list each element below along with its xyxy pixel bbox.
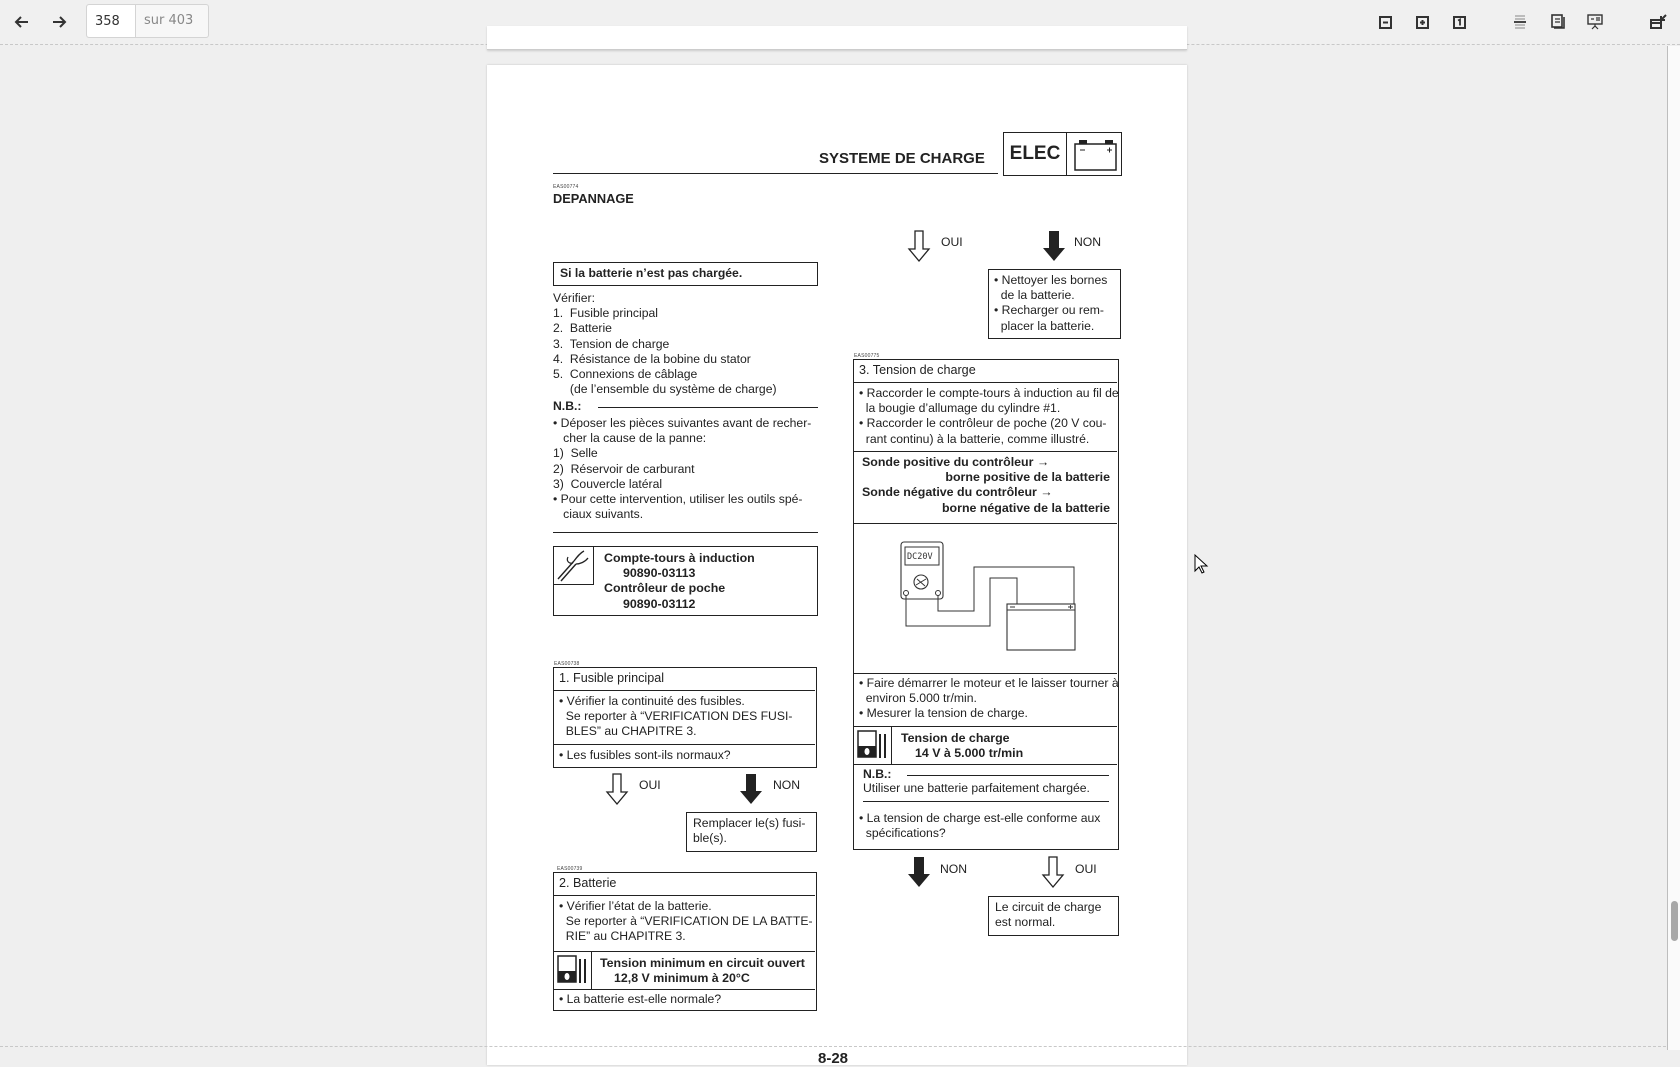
presentation-mode-button[interactable]: [1584, 11, 1606, 33]
header-rule: [553, 173, 998, 174]
condition-text: Si la batterie n’est pas chargée.: [560, 266, 743, 280]
probe-text: borne négative de la batterie: [941, 500, 1110, 515]
divider: [554, 989, 815, 990]
step1-question: • Les fusibles sont-ils normaux?: [559, 748, 731, 762]
section-title: DEPANNAGE: [553, 191, 634, 206]
elec-label: ELEC: [1004, 133, 1067, 175]
step1-line: Se reporter à “VERIFICATION DES FUSI-: [559, 709, 793, 724]
step3-line: rant continu) à la batterie, comme illustré.: [859, 431, 1090, 446]
verify-item: 4. Résistance de la bobine du stator: [553, 351, 751, 366]
action-line: placer la batterie.: [994, 318, 1095, 333]
probe-instructions: [862, 455, 1110, 516]
tool-name: Contrôleur de poche: [604, 581, 726, 596]
action-line: • Recharger ou rem-: [994, 303, 1104, 318]
replace-fuse-box: [686, 812, 817, 852]
nb-line: • Déposer les pièces suivantes avant de recher-: [553, 416, 812, 430]
nb-line: ciaux suivants.: [553, 507, 644, 522]
run-line: • Faire démarrer le moteur et le laisser tourner à: [859, 676, 1119, 690]
step2-code: EAS00739: [557, 866, 583, 872]
spec-title: Tension de charge: [901, 731, 1010, 745]
tool-name: Compte-tours à induction: [604, 551, 755, 565]
divider: [554, 690, 815, 691]
step1-box: [553, 667, 817, 768]
exit-fullscreen-icon: [1650, 14, 1667, 30]
step1-line: BLES” au CHAPITRE 3.: [559, 724, 697, 739]
step2-line: RIE” au CHAPITRE 3.: [559, 929, 686, 944]
battery-action-box: [988, 269, 1121, 339]
nb-line: cher la cause de la panne:: [553, 431, 707, 446]
step3-code: EAS00775: [854, 353, 880, 359]
step3-box: [853, 359, 1119, 850]
probe-text: Sonde positive du contrôleur →: [862, 455, 1050, 469]
special-tools-box: [553, 546, 818, 616]
document-viewer[interactable]: [0, 46, 1666, 1067]
yes-arrow-icon: [908, 230, 930, 262]
divider: [854, 451, 1117, 452]
step1-yes-label: OUI: [639, 778, 661, 792]
page-navigator: [86, 4, 209, 38]
tool-code: 90890-03112: [623, 596, 696, 611]
step2-line: Se reporter à “VERIFICATION DE LA BATTE-: [559, 914, 813, 929]
action-line: de la batterie.: [994, 288, 1075, 303]
verify-item: 3. Tension de charge: [553, 336, 670, 351]
step3-lines: [859, 386, 1119, 447]
wiring-diagram: [894, 538, 1084, 658]
exit-fullscreen-button[interactable]: [1647, 11, 1669, 33]
verify-item: (de l’ensemble du système de charge): [553, 382, 777, 397]
previous-page-edge: [487, 26, 1187, 50]
page-total-label: sur 403: [144, 13, 194, 28]
nb-end-rule: [553, 532, 818, 533]
actual-size-button[interactable]: [1448, 11, 1470, 33]
tool-icon: [554, 547, 594, 585]
probe-text: borne positive de la batterie: [945, 470, 1110, 485]
verify-list: [553, 291, 777, 397]
action-line: ble(s).: [693, 831, 727, 846]
tool-code: 90890-03113: [623, 566, 696, 581]
step1-no-label: NON: [773, 778, 801, 792]
spread-mode-icon: [1551, 14, 1566, 30]
question-line: • La tension de charge est-elle conforme aux: [859, 811, 1101, 825]
run-lines: [859, 676, 1119, 722]
actual-size-icon: [1453, 16, 1466, 29]
pdf-page: [487, 65, 1187, 1065]
step2-lines: [559, 899, 813, 945]
step1-code: EAS00738: [554, 661, 580, 667]
zoom-in-icon: [1416, 16, 1429, 29]
step3-question: [859, 811, 1100, 841]
spec-title: Tension minimum en circuit ouvert: [600, 956, 805, 970]
scroll-mode-icon: [1513, 14, 1527, 30]
mouse-cursor-icon: [1194, 554, 1208, 574]
action-line: Le circuit de charge: [995, 900, 1102, 914]
step3-nb-label: N.B.:: [863, 767, 892, 781]
divider: [554, 951, 815, 952]
step2-no-label: NON: [1074, 235, 1102, 249]
step2-title: 2. Batterie: [559, 876, 617, 890]
divider: [854, 673, 1117, 674]
run-line: • Mesurer la tension de charge.: [859, 706, 1028, 721]
spec-value: 14 V à 5.000 tr/min: [915, 746, 1024, 761]
page-header-title: SYSTEME DE CHARGE: [819, 150, 985, 167]
forward-button[interactable]: [48, 11, 70, 33]
step2-question: • La batterie est-elle normale?: [559, 992, 722, 1006]
nb-line: 1) Selle: [553, 446, 598, 461]
battery-icon: [1067, 133, 1121, 175]
section-code: EAS00774: [553, 184, 579, 190]
page-number: 8-28: [818, 1050, 849, 1067]
yes-arrow-icon: [1042, 856, 1064, 888]
nb-line: 3) Couvercle latéral: [553, 476, 663, 491]
step3-line: • Raccorder le compte-tours à induction au fil de: [859, 386, 1119, 400]
verify-item: 1. Fusible principal: [553, 306, 658, 321]
no-arrow-icon: [740, 773, 762, 805]
action-line: Remplacer le(s) fusi-: [693, 816, 806, 830]
run-line: environ 5.000 tr/min.: [859, 691, 977, 706]
tool-list: [604, 551, 755, 612]
page-separator: [0, 1046, 1666, 1047]
zoom-in-button[interactable]: [1411, 11, 1433, 33]
probe-text: Sonde négative du contrôleur →: [862, 485, 1053, 500]
zoom-out-button[interactable]: [1374, 11, 1396, 33]
back-button[interactable]: [11, 11, 33, 33]
step3-line: la bougie d’allumage du cylindre #1.: [859, 401, 1061, 416]
spread-mode-button[interactable]: [1547, 11, 1569, 33]
step3-line: • Raccorder le contrôleur de poche (20 V cou-: [859, 416, 1107, 431]
step1-lines: [559, 694, 792, 740]
nb-line: 2) Réservoir de carburant: [553, 461, 695, 476]
page-number-input[interactable]: [87, 5, 136, 37]
nb-end-rule: [863, 801, 1109, 802]
no-arrow-icon: [1043, 230, 1065, 262]
divider: [854, 726, 1117, 727]
step3-title: 3. Tension de charge: [859, 363, 976, 377]
arrow-left-icon: [15, 16, 29, 28]
nb-line: • Pour cette intervention, utiliser les outils spé-: [553, 492, 803, 507]
scroll-mode-button[interactable]: [1509, 11, 1531, 33]
step2-box: [553, 872, 817, 1011]
condition-box: [553, 262, 818, 286]
divider: [854, 382, 1117, 383]
action-line: • Nettoyer les bornes: [994, 273, 1108, 287]
verify-item: 5. Connexions de câblage: [553, 367, 698, 382]
nb-rule: [907, 775, 1109, 776]
step2-spec: [600, 956, 805, 986]
step3-spec: [901, 731, 1023, 761]
question-line: spécifications?: [859, 826, 946, 841]
meter-display: DC20V: [907, 552, 933, 562]
presentation-icon: [1587, 14, 1603, 30]
step1-title: 1. Fusible principal: [559, 671, 664, 685]
no-arrow-icon: [908, 856, 930, 888]
action-line: est normal.: [995, 915, 1056, 930]
elec-badge: [1003, 132, 1122, 176]
vertical-scrollbar[interactable]: [1667, 46, 1680, 1050]
divider: [554, 895, 815, 896]
step2-line: • Vérifier l’état de la batterie.: [559, 899, 712, 913]
nb-rule: [598, 407, 818, 408]
divider: [854, 764, 1117, 765]
multimeter-icon: [854, 726, 892, 764]
multimeter-icon: [554, 951, 592, 989]
step3-no-label: NON: [940, 862, 968, 876]
step3-yes-label: OUI: [1075, 862, 1097, 876]
circuit-normal-box: [988, 896, 1119, 936]
step3-nb-text: Utiliser une batterie parfaitement chargée.: [863, 781, 1090, 795]
verify-label: Vérifier:: [553, 291, 595, 305]
nb-label: N.B.:: [553, 399, 582, 413]
arrow-right-icon: [52, 16, 66, 28]
divider: [554, 744, 815, 745]
nb-notes: [553, 416, 818, 522]
verify-item: 2. Batterie: [553, 321, 612, 336]
step2-yes-label: OUI: [941, 235, 963, 249]
step1-line: • Vérifier la continuité des fusibles.: [559, 694, 745, 708]
scrollbar-thumb[interactable]: [1671, 901, 1678, 941]
yes-arrow-icon: [606, 773, 628, 805]
zoom-out-icon: [1379, 16, 1392, 29]
spec-value: 12,8 V minimum à 20°C: [614, 971, 750, 986]
divider: [854, 523, 1117, 524]
